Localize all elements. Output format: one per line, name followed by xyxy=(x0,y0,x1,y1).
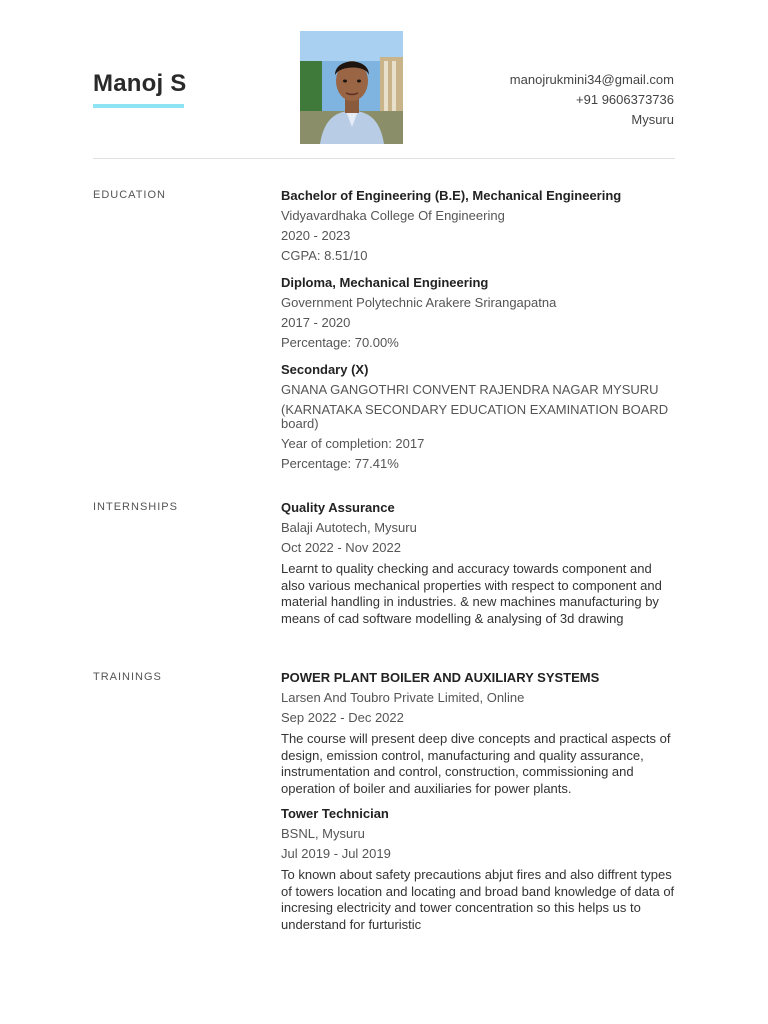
years: 2017 - 2020 xyxy=(281,315,351,330)
degree-title: Secondary (X) xyxy=(281,362,369,377)
years: 2020 - 2023 xyxy=(281,228,351,243)
contact-info xyxy=(510,70,674,130)
trainings-label: TRAININGS xyxy=(93,671,162,683)
education-label: EDUCATION xyxy=(93,189,166,201)
description: The course will present deep dive concepts and practical aspects of design, emission control, manufacturing and quality assurance, instrumentation and control, construction, commissioning and operation of boiler and auxiliaries for power plants. xyxy=(281,731,671,796)
education-entry xyxy=(281,186,675,266)
header-divider xyxy=(93,158,675,159)
score: CGPA: 8.51/10 xyxy=(281,248,368,263)
education-entry xyxy=(281,273,675,353)
internship-entry xyxy=(281,498,675,627)
internships-label: INTERNSHIPS xyxy=(93,501,178,513)
email-text: manojrukmini34@gmail.com xyxy=(509,72,674,87)
description: To known about safety precautions abjut fires and also diffrent types of towers location and locating and broad band knowledge of data of incresing electricity and tower concentration so this helps us to understand for furturistic xyxy=(281,867,675,932)
company: Balaji Autotech, Mysuru xyxy=(281,520,417,535)
training-entry xyxy=(281,804,675,933)
years: Year of completion: 2017 xyxy=(281,436,425,451)
city-text: Mysuru xyxy=(631,112,674,127)
name-underline xyxy=(93,104,184,108)
board: (KARNATAKA SECONDARY EDUCATION EXAMINATION BOARD board) xyxy=(281,402,669,431)
internship-title: Quality Assurance xyxy=(281,500,395,515)
training-entry xyxy=(281,668,675,797)
description: Learnt to quality checking and accuracy towards component and also various mechanical properties with respect to component and material handling in industries. & new machines manufacturing by means of cad software modelling & analysing of 3d drawing xyxy=(281,561,662,626)
dates: Jul 2019 - Jul 2019 xyxy=(281,846,391,861)
profile-photo xyxy=(300,31,403,144)
score: Percentage: 70.00% xyxy=(281,335,399,350)
institution: Government Polytechnic Arakere Srirangapatna xyxy=(281,295,557,310)
company: BSNL, Mysuru xyxy=(281,826,365,841)
dates: Sep 2022 - Dec 2022 xyxy=(281,710,404,725)
dates: Oct 2022 - Nov 2022 xyxy=(281,540,401,555)
institution: GNANA GANGOTHRI CONVENT RAJENDRA NAGAR MYSURU xyxy=(281,382,659,397)
score: Percentage: 77.41% xyxy=(281,456,399,471)
company: Larsen And Toubro Private Limited, Online xyxy=(281,690,525,705)
education-entry xyxy=(281,360,675,474)
candidate-name: Manoj S xyxy=(93,70,187,97)
degree-title: Bachelor of Engineering (B.E), Mechanical Engineering xyxy=(281,188,622,203)
phone-text: +91 9606373736 xyxy=(576,92,674,107)
training-title: Tower Technician xyxy=(281,806,389,821)
institution: Vidyavardhaka College Of Engineering xyxy=(281,208,505,223)
degree-title: Diploma, Mechanical Engineering xyxy=(281,275,489,290)
training-title: POWER PLANT BOILER AND AUXILIARY SYSTEMS xyxy=(281,670,600,685)
